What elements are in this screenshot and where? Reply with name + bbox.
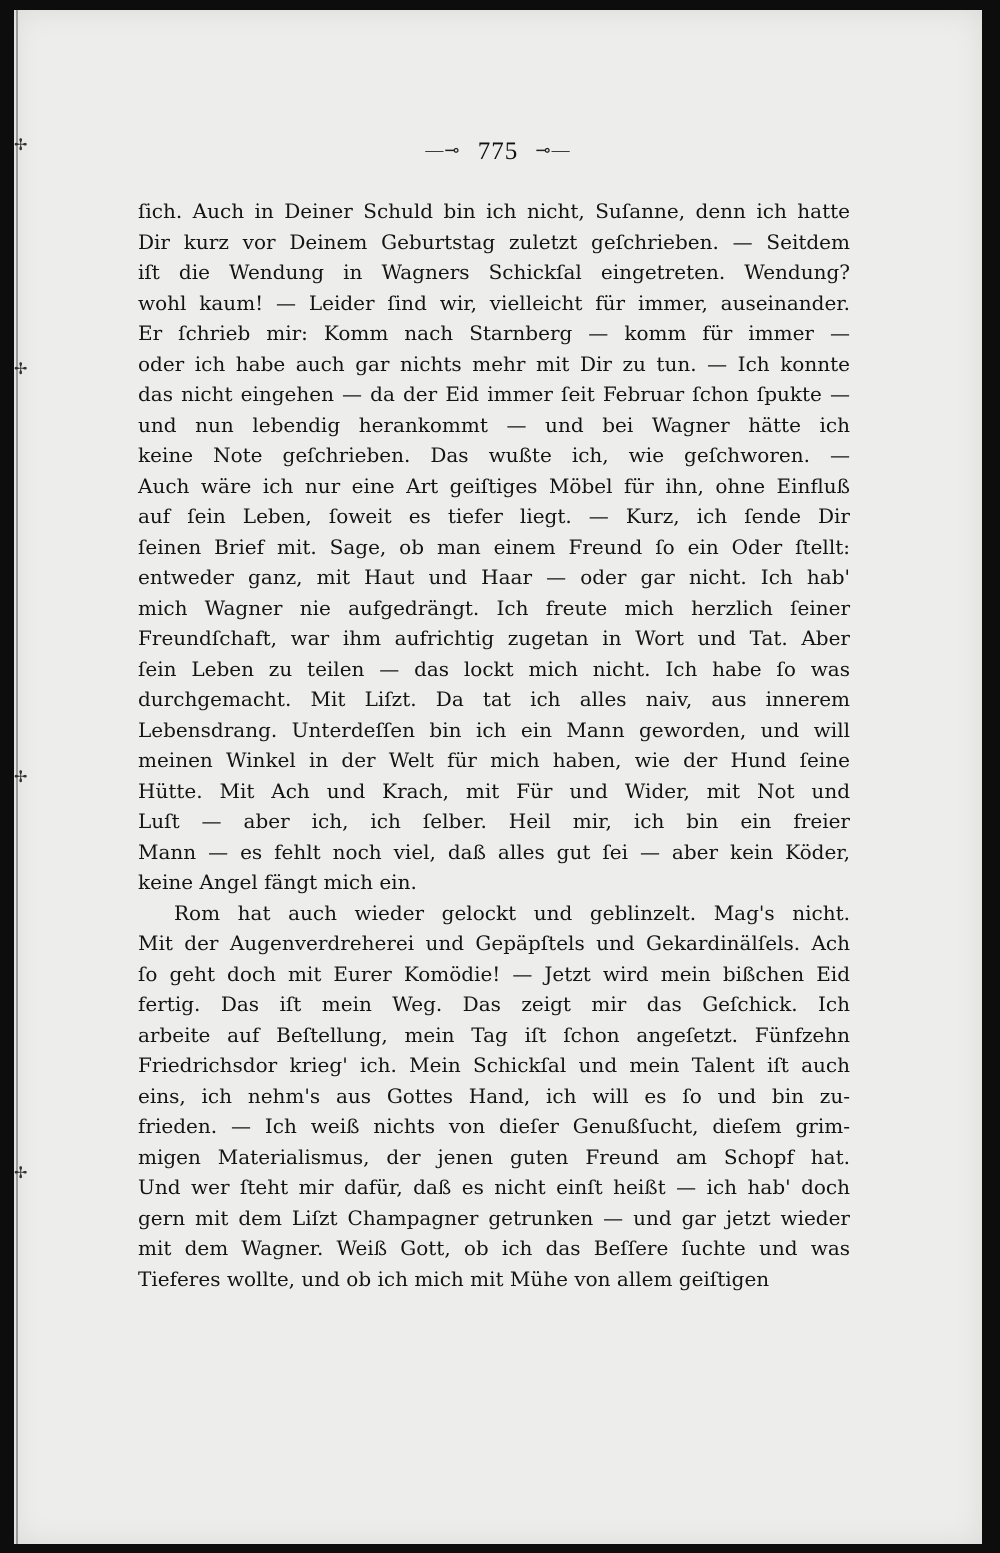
text-line: Hütte. Mit Ach und Krach, mit Für und Wider, mit Not und	[138, 778, 850, 803]
text-line: Auch wäre ich nur eine Art geiſtiges Möbel für ihn, ohne Einfluß	[138, 473, 850, 498]
text-line: und nun lebendig herankommt — und bei Wagner hätte ich	[138, 412, 850, 437]
text-line: ſo geht doch mit Eurer Komödie! — Jetzt wird mein bißchen Eid	[138, 961, 850, 986]
text-line: wohl kaum! — Leider ſind wir, vielleicht für immer, auseinander.	[138, 290, 850, 315]
binding-mark: ✢	[14, 359, 28, 378]
ornament-right: ⊸—	[535, 140, 571, 160]
text-line: Lebensdrang. Unterdeſſen bin ich ein Mann geworden, und will	[138, 717, 850, 742]
page-header	[14, 135, 982, 166]
body-text	[138, 196, 850, 1294]
binding-mark: ✢	[14, 767, 28, 786]
book-page	[14, 10, 982, 1544]
binding-mark: ✢	[14, 1163, 28, 1182]
text-line: Tieferes wollte, und ob ich mich mit Mühe von allem geiſtigen	[138, 1266, 770, 1291]
text-line: keine Note geſchrieben. Das wußte ich, wie geſchworen. —	[138, 443, 850, 467]
text-line: Dir kurz vor Deinem Geburtstag zuletzt geſchrieben. — Seitdem	[138, 229, 850, 254]
text-line: Mit der Augenverdreherei und Gepäpſtels und Gekardinälſels. Ach	[138, 931, 850, 955]
paragraph	[138, 898, 850, 1295]
text-line: mich Wagner nie aufgedrängt. Ich freute mich herzlich ſeiner	[138, 595, 850, 620]
text-line: entweder ganz, mit Haut und Haar — oder gar nicht. Ich hab'	[138, 565, 850, 589]
ornament-left: —⊸	[425, 140, 461, 160]
text-line: fertig. Das iſt mein Weg. Das zeigt mir das Geſchick. Ich	[138, 992, 850, 1016]
text-line: durchgemacht. Mit Liſzt. Da tat ich alles naiv, aus innerem	[138, 687, 850, 711]
text-line: Er ſchrieb mir: Komm nach Starnberg — komm für immer —	[138, 321, 850, 345]
text-line: ſein Leben zu teilen — das lockt mich nicht. Ich habe ſo was	[138, 656, 850, 681]
text-line: Mann — es fehlt noch viel, daß alles gut ſei — aber kein Köder,	[138, 839, 850, 864]
binding-mark: ✢	[14, 135, 28, 154]
text-line: Freundſchaft, war ihm aufrichtig zugetan in Wort und Tat. Aber	[138, 626, 850, 650]
text-line: Friedrichsdor krieg' ich. Mein Schickſal und mein Talent iſt auch	[138, 1053, 850, 1077]
text-line: ſich. Auch in Deiner Schuld bin ich nicht, Suſanne, denn ich hatte	[138, 199, 850, 223]
text-line: gern mit dem Liſzt Champagner getrunken — und gar jetzt wieder	[138, 1205, 850, 1230]
page-number: 775	[477, 138, 519, 165]
text-line: arbeite auf Beſtellung, mein Tag iſt ſchon angeſetzt. Fünfzehn	[138, 1022, 850, 1047]
text-line: eins, ich nehm's aus Gottes Hand, ich will es ſo und bin zu-	[138, 1083, 850, 1108]
text-line: ſeinen Brief mit. Sage, ob man einem Freund ſo ein Oder ſtellt:	[138, 534, 850, 559]
text-line: frieden. — Ich weiß nichts von dieſer Genußſucht, dieſem grim-	[138, 1114, 850, 1138]
text-line: keine Angel fängt mich ein.	[138, 870, 417, 894]
text-line: iſt die Wendung in Wagners Schickſal eingetreten. Wendung?	[138, 260, 850, 284]
text-line: Rom hat auch wieder gelockt und geblinzelt. Mag's nicht.	[174, 900, 850, 925]
text-line: auf ſein Leben, ſoweit es tiefer liegt. — Kurz, ich ſende Dir	[138, 504, 850, 528]
paragraph	[138, 196, 850, 898]
text-line: Luſt — aber ich, ich ſelber. Heil mir, ich bin ein freier	[138, 809, 850, 833]
text-line: oder ich habe auch gar nichts mehr mit Dir zu tun. — Ich konnte	[138, 351, 850, 376]
text-line: Und wer ſteht mir dafür, daß es nicht einſt heißt — ich hab' doch	[138, 1175, 850, 1199]
text-line: das nicht eingehen — da der Eid immer ſeit Februar ſchon ſpukte —	[138, 382, 850, 406]
text-line: mit dem Wagner. Weiß Gott, ob ich das Beſſere ſuchte und was	[138, 1236, 850, 1260]
text-line: meinen Winkel in der Welt für mich haben, wie der Hund ſeine	[138, 748, 850, 772]
text-line: migen Materialismus, der jenen guten Freund am Schopf hat.	[138, 1144, 850, 1169]
